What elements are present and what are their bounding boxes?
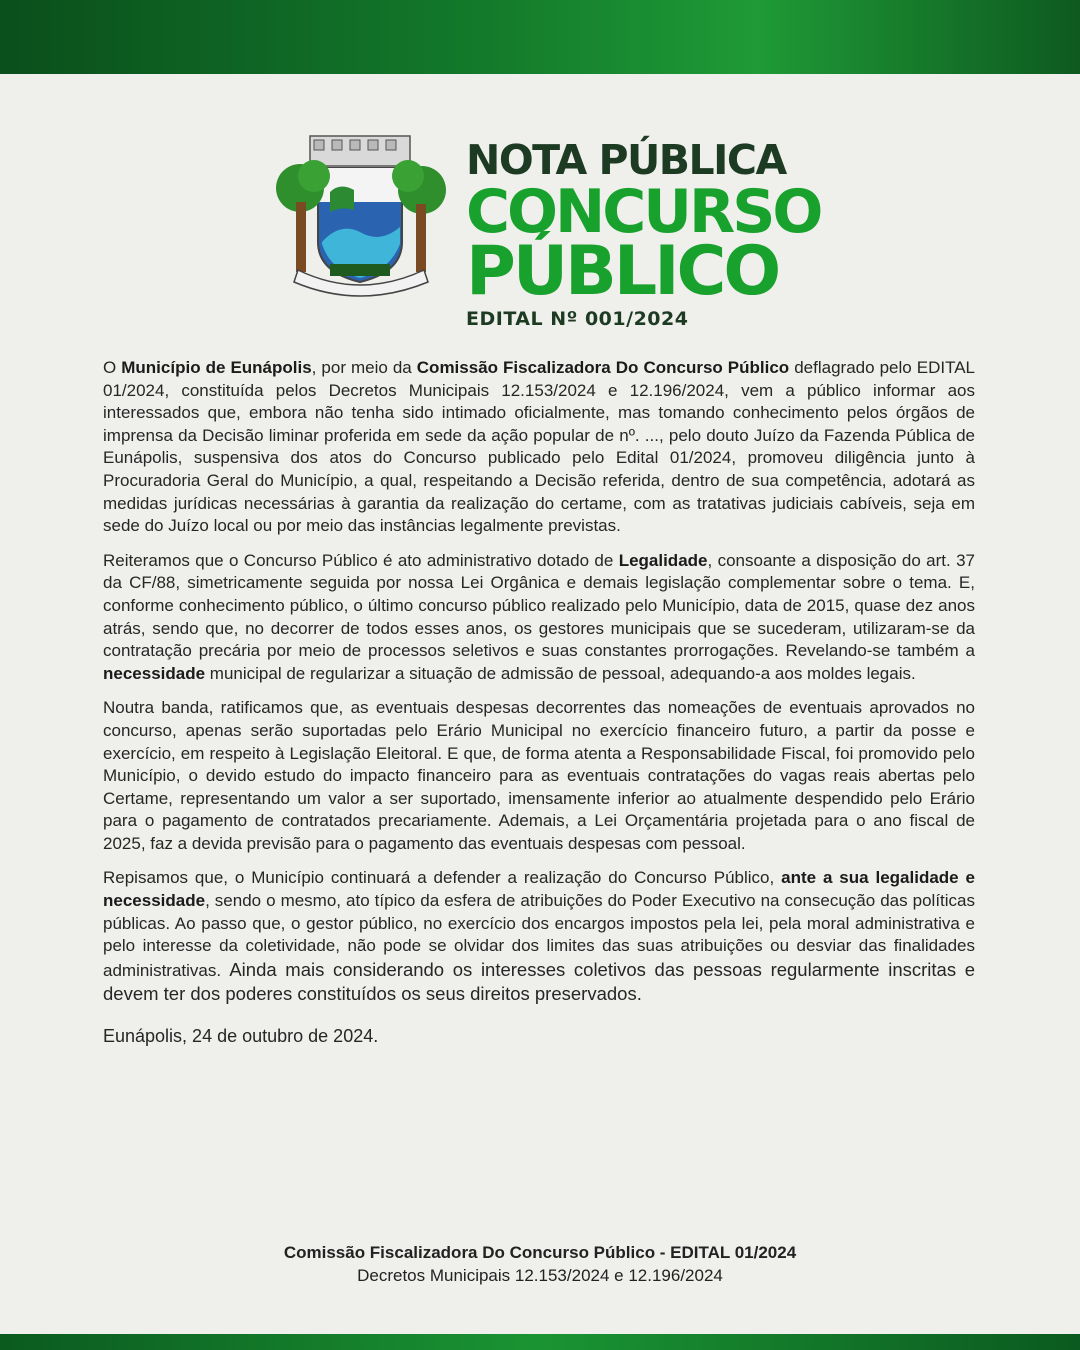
bottom-green-bar xyxy=(0,1334,1080,1350)
text-segment: , sendo o mesmo, ato típico da esfera de atribuições do Poder Executivo na consecução das políticas públicas. Ao passo que, o gestor público, no exercício dos encargos impostos pela lei, pela moral administrativa e pelo interesse da coletividade, não pode se olvidar dos limites das suas atribuições ou desviar das finalidades administrativas. xyxy=(103,891,975,980)
text-segment: municipal de regularizar a situação de admissão de pessoal, adequando-a aos moldes legais. xyxy=(205,663,916,683)
bold-text: Município de Eunápolis xyxy=(121,358,312,377)
text-segment: Ainda mais considerando os interesses coletivos das pessoas regularmente inscritas e devem ter dos poderes constituídos os seus direitos preservados. xyxy=(103,958,976,1005)
text-segment: deflagrado pelo EDITAL 01/2024, constituída pelos Decretos Municipais 12.153/2024 e 12.196/2024, vem a público informar aos interessados que, embora não tenha sido intimado oficialmente, mas tomando conhecimento pelos órgãos de imprensa da Decisão liminar proferida em sede da ação popular de nº. ..., pelo douto Juízo da Fazenda Pública de Eunápolis, suspensiva dos atos do Concurso publicado pelo Edital 01/2024, promoveu diligência junto à Procuradoria Geral do Município, a qual, respeitando a Decisão referida, dentro de sua competência, adotará as medidas jurídicas necessárias à garantia da realização do certame, com as tratativas judiciais cabíveis, seja em sede do Juízo local ou por meio das instâncias legalmente previstas. xyxy=(103,358,975,536)
notice-paragraph xyxy=(103,697,975,855)
header xyxy=(270,132,830,337)
notice-body xyxy=(103,357,975,1060)
bold-text: Legalidade xyxy=(618,550,708,570)
municipal-crest-icon xyxy=(270,132,452,302)
signature-footer xyxy=(0,1241,1080,1287)
title-nota-publica: NOTA PÚBLICA xyxy=(466,136,786,184)
text-segment: Reiteramos que o Concurso Público é ato administrativo dotado de xyxy=(103,550,619,570)
text-segment: Noutra banda, ratificamos que, as eventuais despesas decorrentes das nomeações de eventuais aprovados no concurso, apenas serão suportadas pelo Erário Municipal no exercício financeiro futuro, a partir da posse e exercício, em respeito à Legislação Eleitoral. E que, de forma atenta a Responsabilidade Fiscal, foi promovido pelo Município, o devido estudo do impacto financeiro para as eventuais contratações do vagas reais abertas pelo Certame, representando um valor a ser suportado, imensamente inferior ao atualmente despendido pelo Erário para o pagamento de contratados precariamente. Ademais, a Lei Orçamentária projetada para o ano fiscal de 2025, faz a devida previsão para o pagamento das eventuais despesas com pessoal. xyxy=(103,698,975,853)
date-line: Eunápolis, 24 de outubro de 2024. xyxy=(103,1026,379,1047)
title-publico: PÚBLICO xyxy=(466,232,779,311)
title-concurso: CONCURSO xyxy=(466,177,821,247)
notice-paragraph xyxy=(103,867,975,1007)
bold-text: necessidade xyxy=(103,663,206,683)
top-green-bar xyxy=(0,0,1080,74)
text-segment: O xyxy=(103,358,122,377)
edital-number: EDITAL Nº 001/2024 xyxy=(466,308,689,330)
text-segment: , por meio da xyxy=(311,358,417,377)
footer-decrees: Decretos Municipais 12.153/2024 e 12.196/2024 xyxy=(357,1266,723,1285)
notice-paragraph xyxy=(103,357,975,538)
bold-text: Comissão Fiscalizadora Do Concurso Público xyxy=(416,358,790,377)
title-block xyxy=(466,136,826,332)
footer-commission: Comissão Fiscalizadora Do Concurso Público - EDITAL 01/2024 xyxy=(283,1243,797,1262)
text-segment: Repisamos que, o Município continuará a defender a realização do Concurso Público, xyxy=(103,868,782,888)
notice-paragraph xyxy=(103,550,975,686)
bold-text: ante a sua legalidade e necessidade xyxy=(103,868,975,911)
text-segment: , consoante a disposição do art. 37 da CF/88, simetricamente seguida por nossa Lei Orgânica e demais legislação complementar sobre o tema. E, conforme conhecimento público, o último concurso público realizado pelo Município, data de 2015, quase dez anos atrás, sendo que, no decorrer de todos esses anos, os gestores municipais que se sucederam, utilizaram-se da contratação precária por meio de processos seletivos e suas constantes prorrogações. Revelando-se também a xyxy=(103,550,975,661)
